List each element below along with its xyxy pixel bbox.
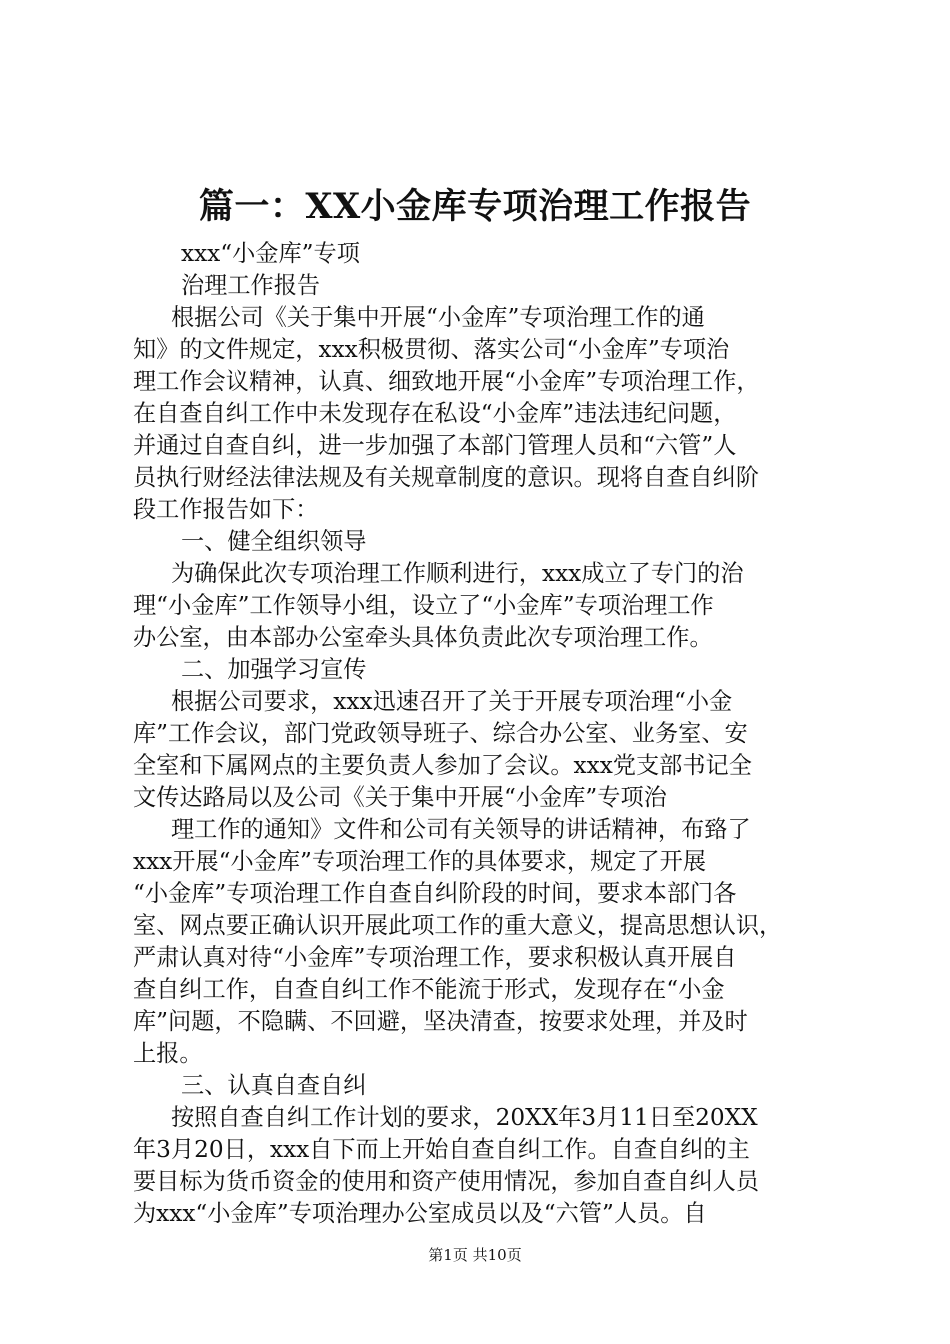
text-line: 年3月20日，xxx自下而上开始自查自纠工作。自查自纠的主 — [133, 1136, 750, 1163]
text-line: “小金库”专项治理工作自查自纠阶段的时间，要求本部门各 — [133, 880, 737, 907]
text-line: 治理工作报告 — [181, 272, 321, 299]
text-line: 段工作报告如下： — [133, 496, 319, 523]
text-line: xxx“小金库”专项 — [181, 240, 360, 267]
text-line: 办公室，由本部办公室牵头具体负责此次专项治理工作。 — [133, 624, 713, 651]
section-heading: 二、加强学习宣传 — [181, 656, 367, 683]
text-line: 根据公司《关于集中开展“小金库”专项治理工作的通 — [171, 304, 705, 331]
document-title: 篇一：XX小金库专项治理工作报告 — [198, 186, 752, 227]
text-line: 知》的文件规定，xxx积极贯彻、落实公司“小金库”专项治 — [133, 336, 730, 363]
text-line: 上报。 — [133, 1040, 203, 1067]
text-line: 要目标为货币资金的使用和资产使用情况，参加自查自纠人员 — [133, 1168, 760, 1195]
text-line: 理工作会议精神，认真、细致地开展“小金库”专项治理工作， — [133, 368, 760, 395]
text-line: 根据公司要求，xxx迅速召开了关于开展专项治理“小金 — [171, 688, 733, 715]
text-line: 全室和下属网点的主要负责人参加了会议。xxx党支部书记全 — [133, 752, 752, 779]
text-line: xxx开展“小金库”专项治理工作的具体要求，规定了开展 — [133, 848, 707, 875]
text-line: 理工作的通知》文件和公司有关领导的讲话精神，布臵了 — [171, 816, 751, 843]
text-line: 室、网点要正确认识开展此项工作的重大意义，提高思想认识， — [133, 912, 783, 939]
text-line: 并通过自查自纠，进一步加强了本部门管理人员和“六管”人 — [133, 432, 737, 459]
text-line: 库”工作会议，部门党政领导班子、综合办公室、业务室、安 — [133, 720, 748, 747]
text-line: 文传达路局以及公司《关于集中开展“小金库”专项治 — [133, 784, 667, 811]
section-heading: 三、认真自查自纠 — [181, 1072, 367, 1099]
page-footer: 第1页 共10页 — [428, 1246, 522, 1264]
text-line: 查自纠工作，自查自纠工作不能流于形式，发现存在“小金 — [133, 976, 725, 1003]
document-body — [133, 238, 831, 1230]
text-line: 库”问题，不隐瞒、不回避，坚决清查，按要求处理，并及时 — [133, 1008, 748, 1035]
text-line: 理“小金库”工作领导小组，设立了“小金库”专项治理工作 — [133, 592, 714, 619]
text-line: 为确保此次专项治理工作顺利进行，xxx成立了专门的治 — [171, 560, 744, 587]
text-line: 按照自查自纠工作计划的要求，20XX年3月11日至20XX — [171, 1104, 758, 1131]
text-line: 严肃认真对待“小金库”专项治理工作，要求积极认真开展自 — [133, 944, 737, 971]
section-heading: 一、健全组织领导 — [181, 528, 367, 555]
text-line: 在自查自纠工作中未发现存在私设“小金库”违法违纪问题， — [133, 400, 737, 427]
text-line: 为xxx“小金库”专项治理办公室成员以及“六管”人员。自 — [133, 1200, 707, 1227]
text-line: 员执行财经法律法规及有关规章制度的意识。现将自查自纠阶 — [133, 464, 760, 491]
